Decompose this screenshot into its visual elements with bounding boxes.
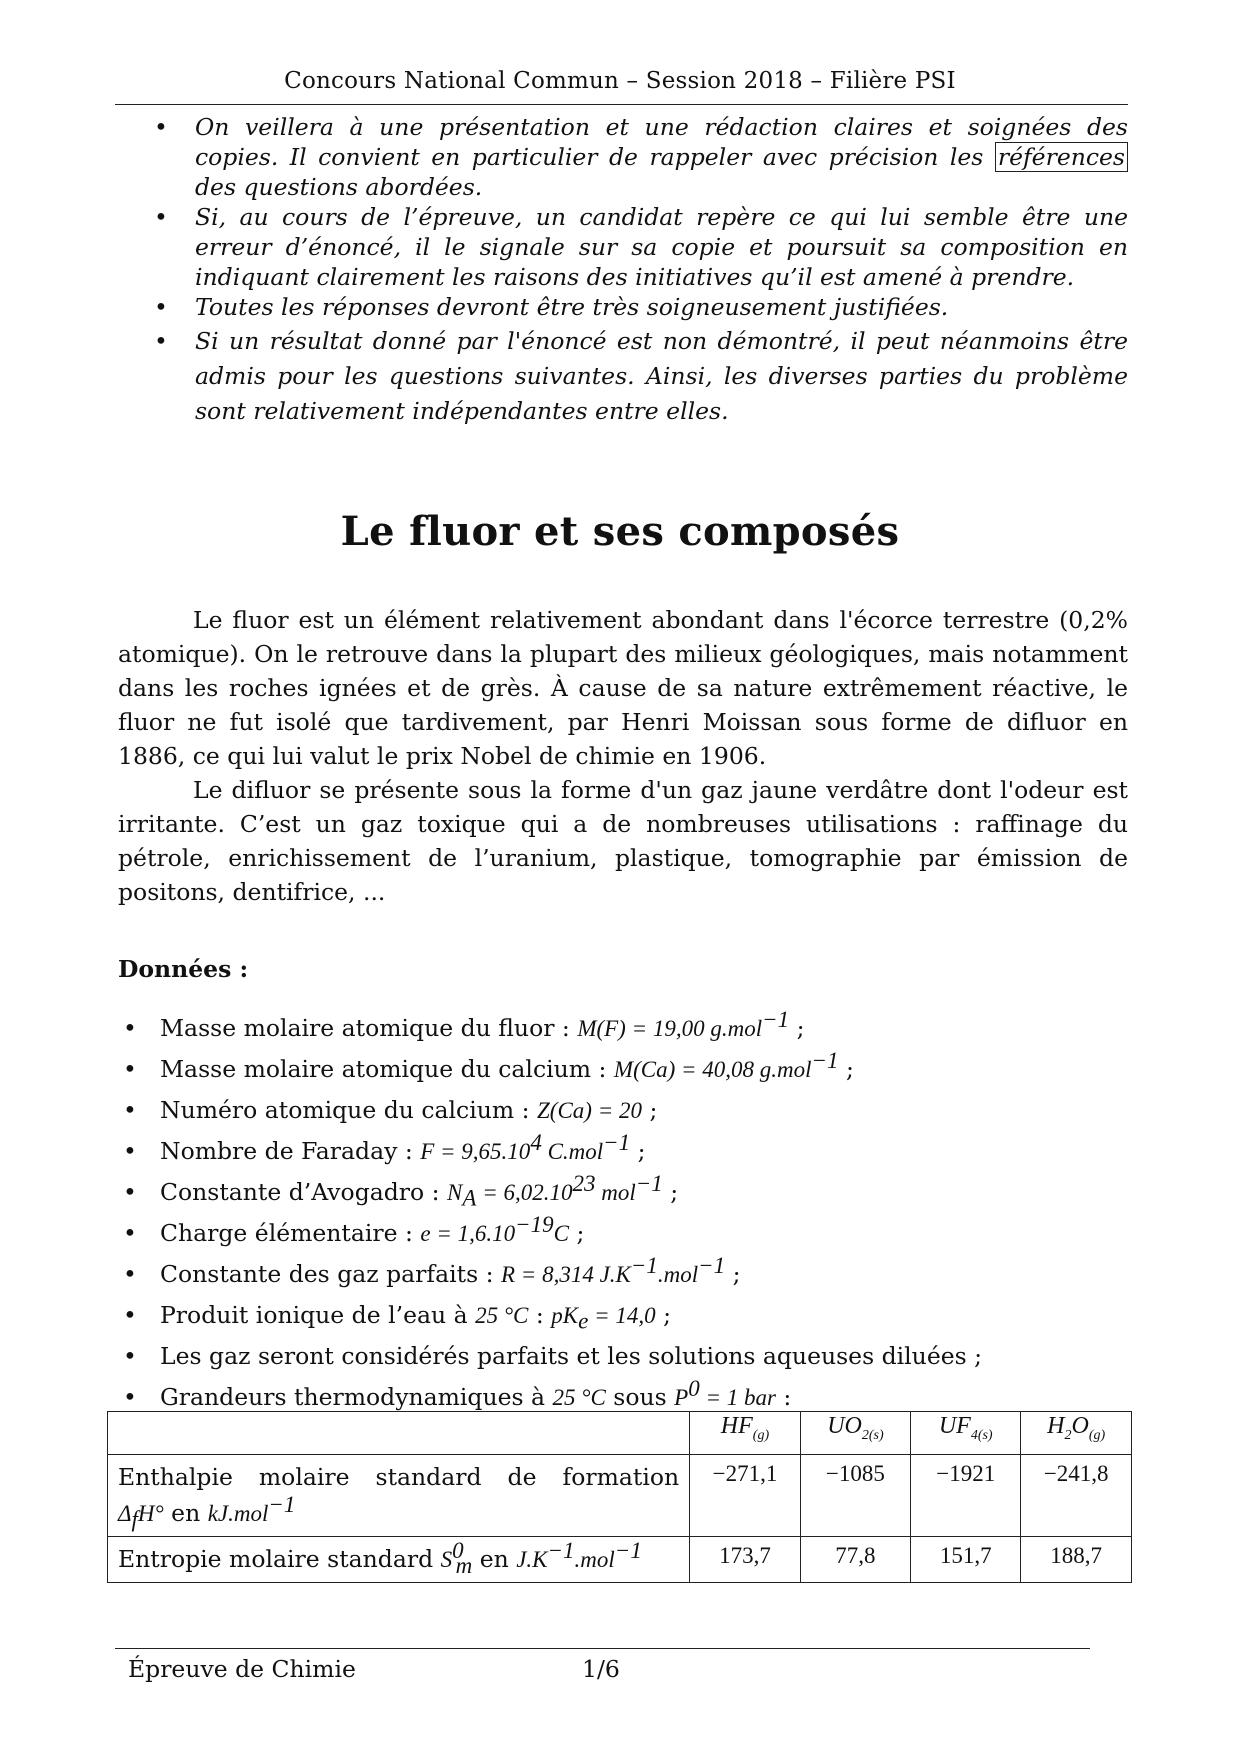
instruction-item: • Si, au cours de l’épreuve, un candidat repère ce qui lui semble être une erreur d’énoncé, il le signale sur sa copie et poursuit sa composition en indiquant clairement les raisons des initiatives qu’il est amené à prendre. [150, 202, 1128, 292]
data-heading: Données : [118, 955, 249, 983]
table-cell: −271,1 [690, 1455, 801, 1537]
row-label-line: $\Delta_fH^\circ$ en kJ.mol$^{-1}$ [118, 1492, 296, 1532]
data-item-avogadro: • Constante d’Avogadro : $N_A = 6,02.10^{23}$ mol$^{-1}$ ; [118, 1172, 1128, 1213]
data-item-thermo: • Grandeurs thermodynamiques à 25 °C sous $P^0 = 1$ bar : [118, 1377, 1128, 1418]
table-header-uf4: $UF_{4(s)}$ [911, 1412, 1021, 1455]
instruction-item: • On veillera à une présentation et une rédaction claires et soignées des copies. Il convient en particulier de rappeler avec précision les références des questions abordées. [150, 112, 1128, 202]
table-header-h2o: $H_2O_{(g)}$ [1021, 1412, 1132, 1455]
table-cell: −1921 [911, 1455, 1021, 1537]
intro-paragraph: Le fluor est un élément relativement abondant dans l'écorce terrestre (0,2% atomique). On le retrouve dans la plupart des milieux géologiques, mais notamment dans les roches ignées et de grès. À cause de sa nature extrêmement réactive, le fluor ne fut isolé que tardivement, par Henri Moissan sous forme de difluor en 1886, ce qui lui valut le prix Nobel de chimie en 1906. [118, 606, 1128, 770]
row-label-line: Enthalpie molaire standard de formation [118, 1463, 680, 1491]
table-cell: −241,8 [1021, 1455, 1132, 1537]
page-header: Concours National Commun – Session 2018 – Filière PSI [284, 68, 956, 94]
table-cell: 173,7 [690, 1537, 801, 1583]
table-row [108, 1537, 1132, 1583]
table-cell: −1085 [800, 1455, 910, 1537]
data-list [118, 1008, 1128, 1418]
footer-divider [115, 1648, 1090, 1649]
data-item-gases-note: • Les gaz seront considérés parfaits et les solutions aqueuses diluées ; [118, 1336, 1128, 1377]
boxed-word: références [995, 142, 1128, 172]
header-divider [115, 104, 1128, 105]
thermo-table [107, 1411, 1132, 1583]
data-item-elementary-charge: • Charge élémentaire : $e = 1,6.10^{-19}C$ ; [118, 1213, 1128, 1254]
table-header-uo2: $UO_{2(s)}$ [800, 1412, 910, 1455]
document-title: Le fluor et ses composés [340, 508, 900, 555]
data-item-gas-constant: • Constante des gaz parfaits : R = 8,314 $J.K^{-1}.mol^{-1}$ ; [118, 1254, 1128, 1295]
table-header-hf: $HF_{(g)}$ [690, 1412, 801, 1455]
data-item-calcium-mass: • Masse molaire atomique du calcium : M(Ca) = 40,08 g.mol$^{-1}$ ; [118, 1049, 1128, 1090]
row-label-entropy: Entropie molaire standard $S^0_m$ en $J.K^{-1}.mol^{-1}$ [108, 1537, 690, 1583]
instruction-item: • Si un résultat donné par l'énoncé est non démontré, il peut néanmoins être admis pour les questions suivantes. Ainsi, les diverses parties du problème sont relativement indépendantes entre elles. [150, 324, 1128, 429]
table-corner-cell [108, 1412, 690, 1455]
table-header-row [108, 1412, 1132, 1455]
row-label-enthalpy [108, 1455, 690, 1537]
intro-paragraph: Le difluor se présente sous la forme d'un gaz jaune verdâtre dont l'odeur est irritante. C’est un gaz toxique qui a de nombreuses utilisations : raffinage du pétrole, enrichissement de l’uranium, plastique, tomographie par émission de positons, dentifrice, ... [118, 776, 1128, 906]
instructions-list [150, 112, 1128, 429]
footer-subject: Épreuve de Chimie [128, 1655, 356, 1683]
instruction-item: • Toutes les réponses devront être très soigneusement justifiées. [150, 292, 1128, 322]
table-cell: 77,8 [800, 1537, 910, 1583]
data-item-atomic-number: • Numéro atomique du calcium : Z(Ca) = 20 ; [118, 1090, 1128, 1131]
data-item-water-ionic-product: • Produit ionique de l’eau à 25 °C : $pK_e = 14,0$ ; [118, 1295, 1128, 1336]
table-cell: 151,7 [911, 1537, 1021, 1583]
table-row [108, 1455, 1132, 1537]
page-number: 1/6 [582, 1655, 620, 1683]
table-cell: 188,7 [1021, 1537, 1132, 1583]
data-item-fluor-mass: • Masse molaire atomique du fluor : M(F) = 19,00 g.mol$^{-1}$ ; [118, 1008, 1128, 1049]
data-item-faraday: • Nombre de Faraday : $F = 9,65.10^4$ C.mol$^{-1}$ ; [118, 1131, 1128, 1172]
